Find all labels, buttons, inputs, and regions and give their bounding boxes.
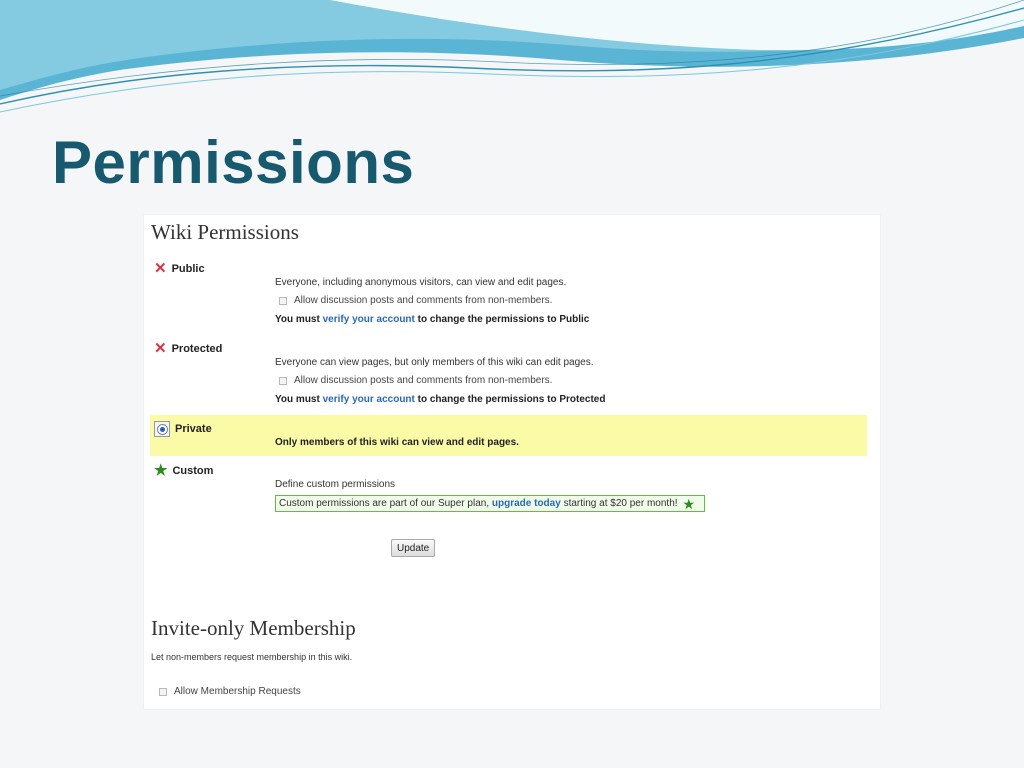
public-discussion-label: Allow discussion posts and comments from non-members. [294,295,553,306]
protected-must-prefix: You must [275,394,320,405]
radio-selected-icon [157,424,168,435]
public-discussion-checkbox[interactable] [279,297,287,305]
membership-heading: Invite-only Membership [151,616,356,640]
membership-request-row [159,686,301,697]
membership-description: Let non-members request membership in this wiki. [151,652,353,662]
public-must-suffix: to change the permissions to Public [417,314,590,325]
update-button[interactable]: Update [391,539,435,557]
option-public-label: Public [171,262,205,275]
private-radio[interactable] [154,421,170,437]
wiki-permissions-heading: Wiki Permissions [151,220,299,244]
membership-request-label: Allow Membership Requests [174,686,301,697]
upgrade-today-link[interactable]: upgrade today [491,498,561,509]
option-private-label: Private [175,423,212,435]
option-protected[interactable] [154,341,222,356]
header-wave-decoration [0,0,1024,130]
protected-discussion-row [279,375,552,386]
option-protected-label: Protected [171,342,223,355]
option-public[interactable] [154,261,205,276]
star-icon: ★ [154,462,168,479]
wiki-settings-screenshot [143,214,881,710]
cross-icon: ✕ [154,260,167,277]
public-verify-link[interactable]: verify your account [322,314,415,325]
option-private[interactable] [154,421,212,437]
option-custom-label: Custom [172,464,214,477]
private-option-highlight [150,415,867,456]
custom-description: Define custom permissions [275,479,396,490]
protected-verify-link[interactable]: verify your account [322,394,415,405]
private-description: Only members of this wiki can view and edit pages. [275,437,519,448]
star-icon: ★ [682,495,696,512]
upgrade-notice [275,495,705,512]
public-description: Everyone, including anonymous visitors, can view and edit pages. [275,277,567,288]
protected-description: Everyone can view pages, but only members of this wiki can edit pages. [275,357,594,368]
public-verify-notice [275,314,589,325]
cross-icon: ✕ [154,340,167,357]
slide-title: Permissions [52,129,415,196]
protected-verify-notice [275,394,605,405]
protected-must-suffix: to change the permissions to Protected [417,394,606,405]
upgrade-suffix: starting at $20 per month! [563,498,678,509]
upgrade-prefix: Custom permissions are part of our Super plan, [279,498,490,509]
protected-discussion-label: Allow discussion posts and comments from non-members. [294,375,553,386]
protected-discussion-checkbox[interactable] [279,377,287,385]
public-discussion-row [279,295,552,306]
public-must-prefix: You must [275,314,320,325]
option-custom[interactable] [154,463,213,478]
membership-request-checkbox[interactable] [159,688,167,696]
